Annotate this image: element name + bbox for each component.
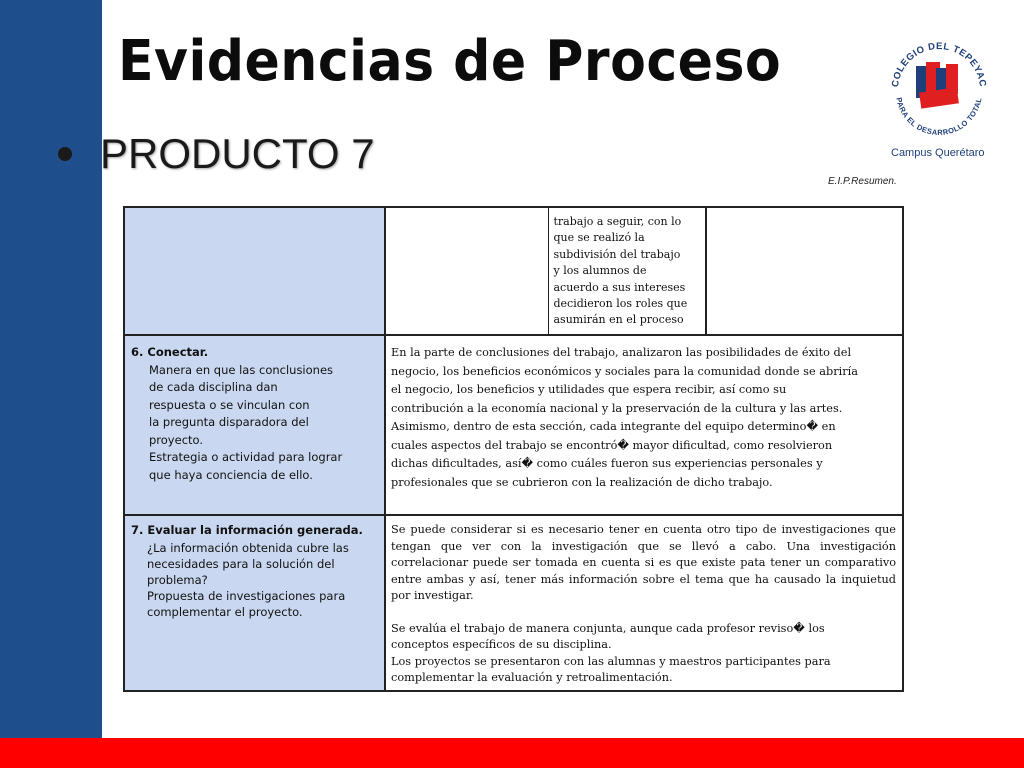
school-logo-icon <box>884 32 994 150</box>
row2-label-line: de cada disciplina dan <box>149 380 278 394</box>
table-row <box>124 515 903 691</box>
row2-content-line: Asimismo, dentro de esta sección, cada integrante del equipo determino� en <box>391 420 836 433</box>
row2-label-line: la pregunta disparadora del <box>149 415 309 429</box>
row2-label-line: proyecto. <box>149 432 204 447</box>
row2-content-cell <box>385 335 903 515</box>
logo-bottom-text: PARA EL DESARROLLO TOTAL <box>894 96 984 138</box>
row1-inner-table <box>386 208 902 334</box>
row3-para2-line: Se evalúa el trabajo de manera conjunta, aunque cada profesor reviso� los <box>391 621 825 635</box>
row1-line: acuerdo a sus intereses <box>553 280 686 294</box>
bullet-text: PRODUCTO 7 <box>100 130 375 177</box>
bullet-dot-icon <box>58 147 72 161</box>
row2-content-line: cuales aspectos del trabajo se encontró� mayor dificultad, como resolvieron <box>391 438 833 452</box>
row2-content-line: En la parte de conclusiones del trabajo, analizaron las posibilidades de éxito del <box>391 346 852 359</box>
source-note: E.I.P.Resumen. <box>828 176 897 187</box>
row2-content-line: negocio, los beneficios económicos y sociales para la comunidad donde se abriría <box>391 364 858 378</box>
bottom-accent-bar <box>0 738 1024 768</box>
row2-label-line: Estrategia o actividad para lograr <box>149 450 343 464</box>
row2-label-line: respuesta o se vinculan con <box>149 397 310 412</box>
row1-line: decidieron los roles que <box>553 297 688 311</box>
row2-content-line: el negocio, los beneficios y utilidades que espera recibir, así como su <box>391 383 787 396</box>
table-row <box>124 335 903 515</box>
row2-label-line: que haya conciencia de ello. <box>149 467 313 482</box>
process-evidence-table <box>123 206 904 692</box>
row3-para2-line: conceptos específicos de su disciplina. <box>391 638 612 651</box>
row3-content-cell <box>385 515 903 691</box>
row2-content-line: contribución a la economía nacional y la preservación de la cultura y las artes. <box>391 401 843 415</box>
row1-line: trabajo a seguir, con lo <box>553 215 682 228</box>
row1-inner-text-cell <box>548 208 706 334</box>
table-row <box>124 207 903 335</box>
row3-label-cell <box>124 515 385 691</box>
logo-top-text: COLEGIO DEL TEPEYAC <box>890 40 988 88</box>
row3-label-line: ¿La información obtenida cubre las <box>147 540 349 555</box>
row1-line: que se realizó la <box>553 231 645 245</box>
row3-label-line: complementar el proyecto. <box>147 605 303 620</box>
bullet-item <box>58 130 375 178</box>
row1-label-cell <box>124 207 385 335</box>
row3-paragraph-1: Se puede considerar si es necesario tener en cuenta otro tipo de investigaciones que tengan que ver con la investigación que se llevó a cabo. Una investigación correlacionar puede ser tomada en cuenta si es que existe pata tener un comparativo entre ambas y así, tener más información sobre el tema que ha causado la inquietud por investigar. <box>391 523 896 602</box>
slide-title: Evidencias de Proceso <box>118 29 782 94</box>
left-accent-bar <box>0 0 102 738</box>
row1-inner-empty-cell-2 <box>706 208 902 334</box>
row1-line: asumirán en el proceso <box>553 313 684 327</box>
row3-label-line: Propuesta de investigaciones para <box>147 589 346 604</box>
row1-inner-empty-cell-1 <box>386 208 548 334</box>
row2-content-line: dichas dificultades, así� como cuáles fueron sus experiencias personales y <box>391 457 823 470</box>
row1-line: y los alumnos de <box>553 264 647 278</box>
row3-label-line: necesidades para la solución del <box>147 556 335 571</box>
school-logo <box>884 32 994 158</box>
logo-caption: Campus Querétaro <box>891 147 985 159</box>
row2-label-cell <box>124 335 385 515</box>
row2-label-line: Manera en que las conclusiones <box>149 362 334 377</box>
row1-line: subdivisión del trabajo <box>553 247 681 261</box>
row3-label-line: problema? <box>147 572 208 587</box>
row3-para2-line: complementar la evaluación y retroalimentación. <box>391 671 673 684</box>
row3-heading: 7. Evaluar la información generada. <box>131 523 363 537</box>
row1-content-cell <box>385 207 903 335</box>
row2-content-line: profesionales que se cubrieron con la realización de dicho trabajo. <box>391 475 773 489</box>
row3-para2-line: Los proyectos se presentaron con las alumnas y maestros participantes para <box>391 654 831 668</box>
row2-heading: 6. Conectar. <box>131 345 209 359</box>
